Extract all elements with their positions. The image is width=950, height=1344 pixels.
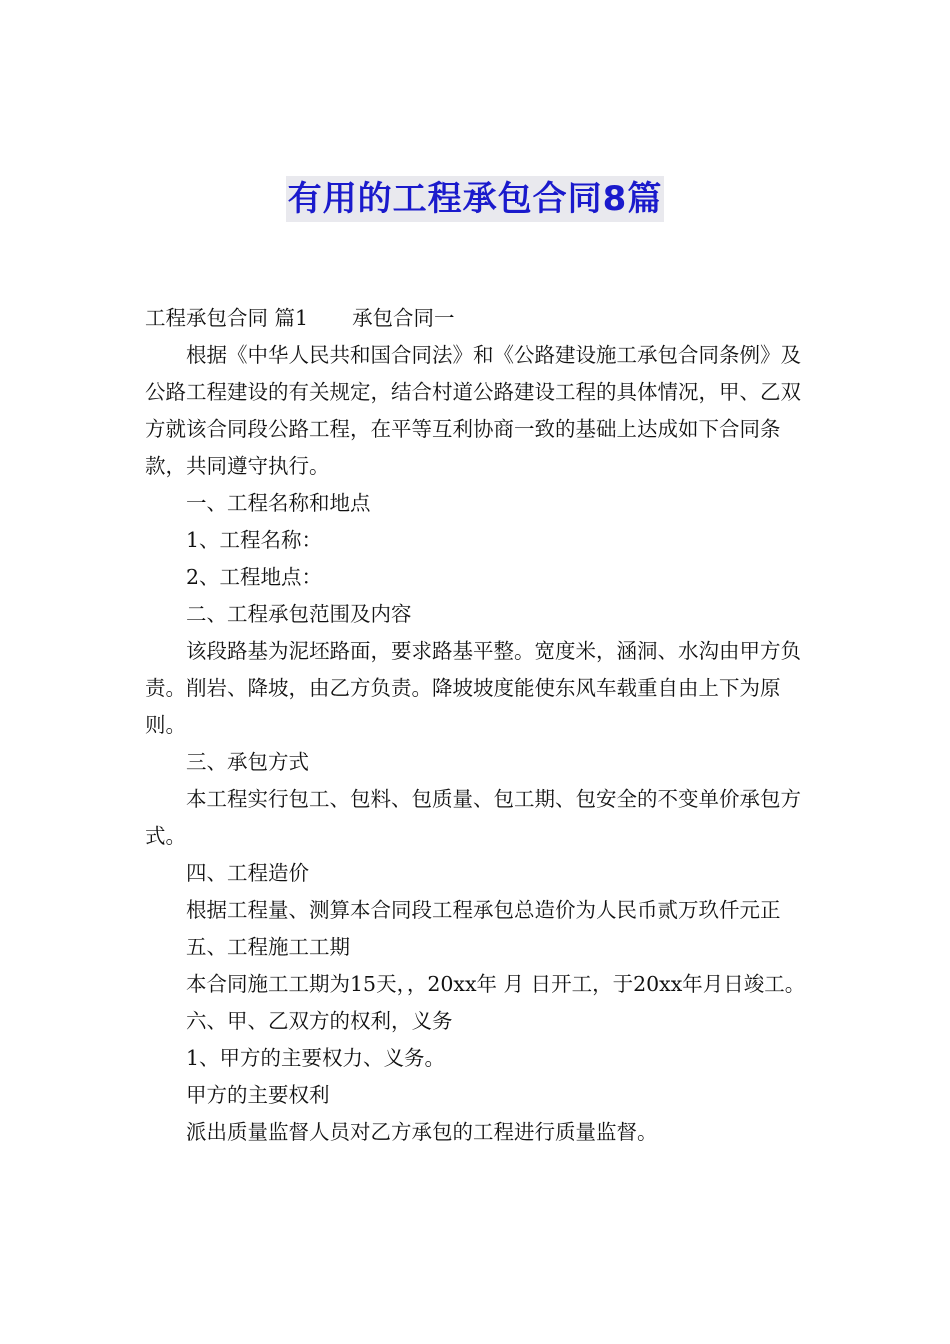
clause-heading-3: 三、承包方式	[186, 750, 309, 774]
clause-heading-1: 一、工程名称和地点	[186, 491, 371, 515]
clause-subheading: 甲方的主要权利	[186, 1083, 330, 1107]
section-label: 工程承包合同 篇1	[145, 306, 309, 330]
clause-item: 2、工程地点：	[186, 565, 323, 589]
clause-heading-2: 二、工程承包范围及内容	[186, 602, 412, 626]
clause-heading-4: 四、工程造价	[186, 861, 309, 885]
paragraph: 派出质量监督人员对乙方承包的工程进行质量监督。	[186, 1120, 658, 1144]
section-heading	[145, 300, 807, 337]
document-body	[145, 300, 807, 1151]
paragraph-intro: 根据《中华人民共和国合同法》和《公路建设施工承包合同条例》及公路工程建设的有关规定，结合村道公路建设工程的具体情况，甲、乙双方就该合同段公路工程，在平等互利协商一致的基础上达成如下合同条款，共同遵守执行。	[145, 343, 801, 478]
paragraph: 本工程实行包工、包料、包质量、包工期、包安全的不变单价承包方式。	[145, 787, 801, 848]
clause-heading-5: 五、工程施工工期	[186, 935, 350, 959]
document-title: 有用的工程承包合同8篇	[286, 176, 665, 222]
clause-item: 1、甲方的主要权力、义务。	[186, 1046, 446, 1070]
paragraph: 根据工程量、测算本合同段工程承包总造价为人民币贰万玖仟元正	[186, 898, 781, 922]
section-subtitle: 承包合同一	[352, 306, 455, 330]
clause-heading-6: 六、甲、乙双方的权利，义务	[186, 1009, 453, 1033]
clause-item: 1、工程名称：	[186, 528, 323, 552]
paragraph: 该段路基为泥坯路面，要求路基平整。宽度米，涵洞、水沟由甲方负责。削岩、降坡，由乙方负责。降坡坡度能使东风车载重自由上下为原则。	[145, 639, 801, 737]
paragraph: 本合同施工工期为15天，，20xx年 月 日开工，于20xx年月日竣工。	[186, 972, 806, 996]
title-area	[0, 176, 950, 222]
